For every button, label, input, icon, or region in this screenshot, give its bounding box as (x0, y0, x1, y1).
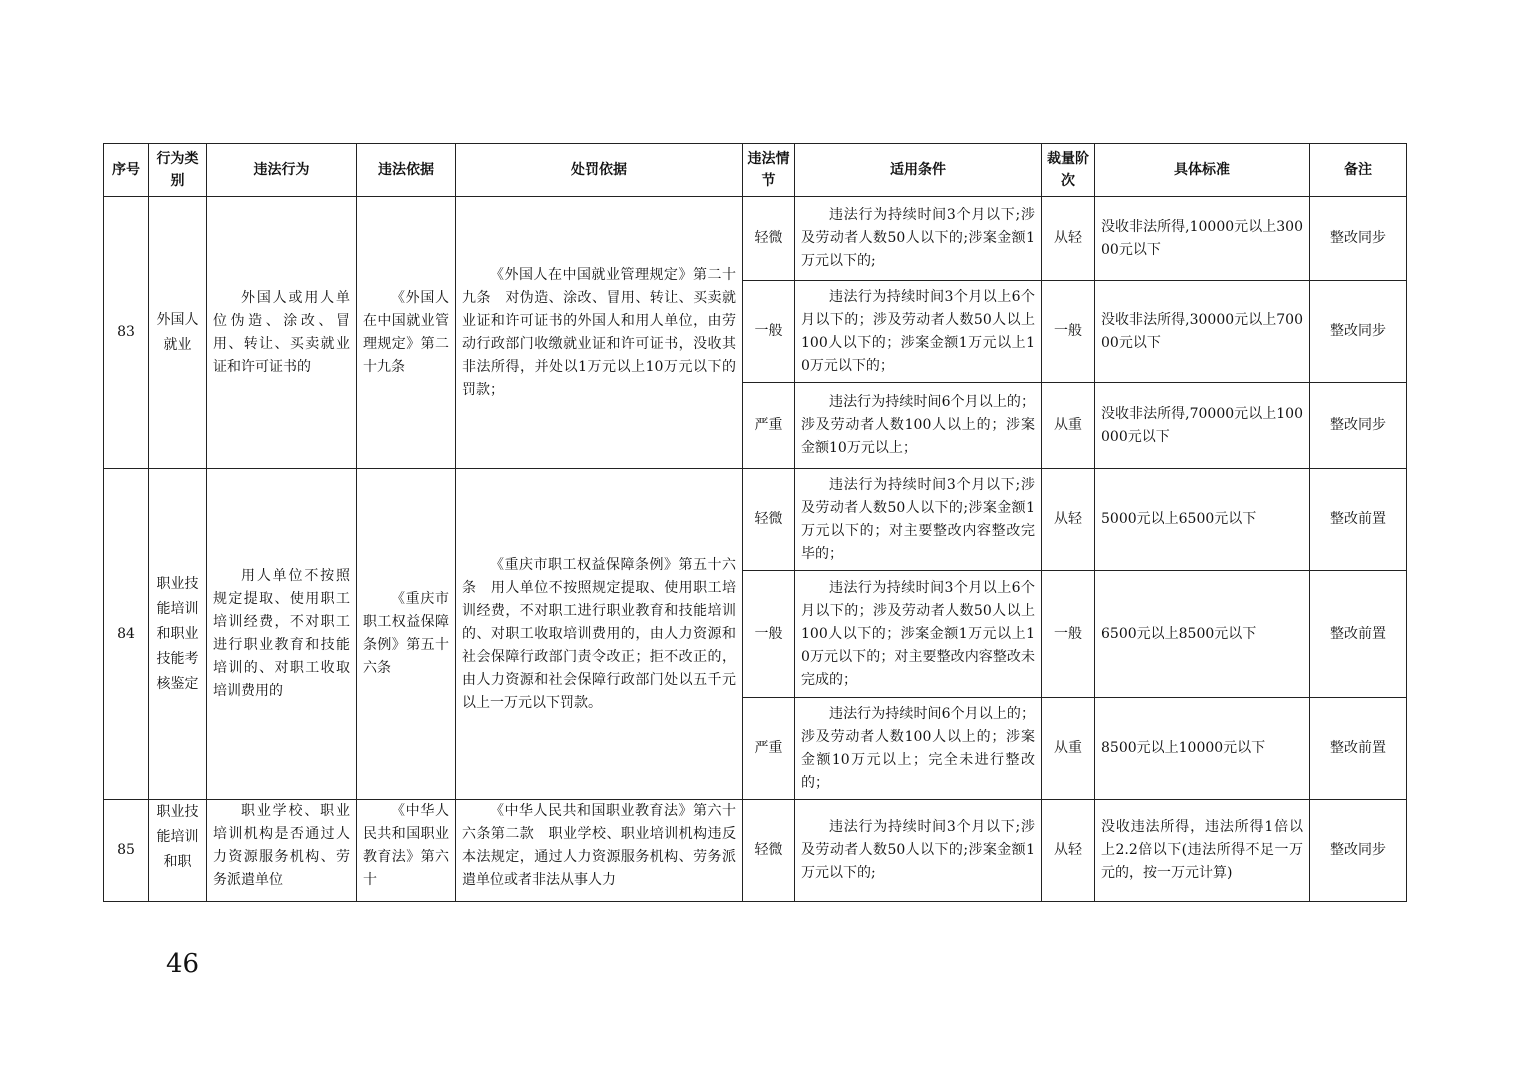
row-circumstance: 轻微 (743, 197, 795, 281)
header-level: 裁量阶次 (1042, 144, 1095, 197)
row-circumstance: 轻微 (743, 469, 795, 571)
row-condition: 违法行为持续时间3个月以上6个月以下的；涉及劳动者人数50人以上100人以下的；涉案金额1万元以上10万元以下的； (795, 281, 1042, 383)
row-category: 职业技能培训和职业技能考核鉴定 (149, 469, 207, 800)
row-penalty-basis: 《重庆市职工权益保障条例》第五十六条 用人单位不按照规定提取、使用职工培训经费，不对职工进行职业教育和技能培训的、对职工收取培训费用的，由人力资源和社会保障行政部门责令改正；拒不改正的，由人力资源和社会保障行政部门处以五千元以上一万元以下罚款。 (456, 469, 743, 800)
row-condition: 违法行为持续时间3个月以下;涉及劳动者人数50人以下的;涉案金额1万元以下的; (795, 800, 1042, 902)
row-remark: 整改同步 (1310, 197, 1407, 281)
row-circumstance: 严重 (743, 698, 795, 800)
row-category: 外国人就业 (149, 197, 207, 469)
row-standard: 8500元以上10000元以下 (1095, 698, 1310, 800)
row-remark: 整改前置 (1310, 469, 1407, 571)
row-remark: 整改同步 (1310, 800, 1407, 902)
header-condition: 适用条件 (795, 144, 1042, 197)
row-act: 用人单位不按照规定提取、使用职工培训经费，不对职工进行职业教育和技能培训的、对职工收取培训费用的 (207, 469, 357, 800)
row-remark: 整改前置 (1310, 698, 1407, 800)
row-standard: 没收违法所得，违法所得1倍以上2.2倍以下(违法所得不足一万元的，按一万元计算) (1095, 800, 1310, 902)
row-level: 从重 (1042, 383, 1095, 469)
row-circumstance: 轻微 (743, 800, 795, 902)
row-condition: 违法行为持续时间3个月以上6个月以下的；涉及劳动者人数50人以上100人以下的；涉案金额1万元以上10万元以下的；对主要整改内容整改未完成的； (795, 571, 1042, 698)
header-basis: 违法依据 (357, 144, 456, 197)
header-penalty-basis: 处罚依据 (456, 144, 743, 197)
row-condition: 违法行为持续时间3个月以下;涉及劳动者人数50人以下的;涉案金额1万元以下的; (795, 197, 1042, 281)
row-standard: 6500元以上8500元以下 (1095, 571, 1310, 698)
row-circumstance: 严重 (743, 383, 795, 469)
row-standard: 5000元以上6500元以下 (1095, 469, 1310, 571)
row-level: 从轻 (1042, 800, 1095, 902)
table-row (104, 469, 1407, 571)
row-category: 职业技能培训和职 (149, 800, 207, 902)
row-level: 从轻 (1042, 469, 1095, 571)
table-row (104, 197, 1407, 281)
row-seq: 84 (104, 469, 149, 800)
header-act: 违法行为 (207, 144, 357, 197)
row-level: 从轻 (1042, 197, 1095, 281)
row-seq: 83 (104, 197, 149, 469)
header-circumstance: 违法情节 (743, 144, 795, 197)
row-condition: 违法行为持续时间6个月以上的；涉及劳动者人数100人以上的；涉案金额10万元以上；完全未进行整改的； (795, 698, 1042, 800)
table-header-row (104, 144, 1407, 197)
header-remark: 备注 (1310, 144, 1407, 197)
row-level: 一般 (1042, 281, 1095, 383)
row-remark: 整改前置 (1310, 571, 1407, 698)
row-seq: 85 (104, 800, 149, 902)
row-act: 外国人或用人单位伪造、涂改、冒用、转让、买卖就业证和许可证书的 (207, 197, 357, 469)
table-row (104, 800, 1407, 902)
row-standard: 没收非法所得,70000元以上100000元以下 (1095, 383, 1310, 469)
row-standard: 没收非法所得,30000元以上70000元以下 (1095, 281, 1310, 383)
row-basis: 《重庆市职工权益保障条例》第五十六条 (357, 469, 456, 800)
row-basis: 《外国人在中国就业管理规定》第二十九条 (357, 197, 456, 469)
row-circumstance: 一般 (743, 571, 795, 698)
row-condition: 违法行为持续时间3个月以下;涉及劳动者人数50人以下的;涉案金额1万元以下的；对主要整改内容整改完毕的； (795, 469, 1042, 571)
penalty-discretion-table (103, 143, 1407, 902)
row-penalty-basis: 《中华人民共和国职业教育法》第六十六条第二款 职业学校、职业培训机构违反本法规定，通过人力资源服务机构、劳务派遣单位或者非法从事人力 (456, 800, 743, 902)
row-penalty-basis: 《外国人在中国就业管理规定》第二十九条 对伪造、涂改、冒用、转让、买卖就业证和许可证书的外国人和用人单位，由劳动行政部门收缴就业证和许可证书，没收其非法所得，并处以1万元以上10万元以下的罚款； (456, 197, 743, 469)
page-number: 46 (166, 949, 200, 979)
row-remark: 整改同步 (1310, 383, 1407, 469)
row-basis: 《中华人民共和国职业教育法》第六十 (357, 800, 456, 902)
row-level: 一般 (1042, 571, 1095, 698)
row-act: 职业学校、职业培训机构是否通过人力资源服务机构、劳务派遣单位 (207, 800, 357, 902)
row-circumstance: 一般 (743, 281, 795, 383)
row-standard: 没收非法所得,10000元以上30000元以下 (1095, 197, 1310, 281)
row-level: 从重 (1042, 698, 1095, 800)
header-standard: 具体标准 (1095, 144, 1310, 197)
row-remark: 整改同步 (1310, 281, 1407, 383)
row-condition: 违法行为持续时间6个月以上的；涉及劳动者人数100人以上的；涉案金额10万元以上； (795, 383, 1042, 469)
header-category: 行为类别 (149, 144, 207, 197)
header-seq: 序号 (104, 144, 149, 197)
